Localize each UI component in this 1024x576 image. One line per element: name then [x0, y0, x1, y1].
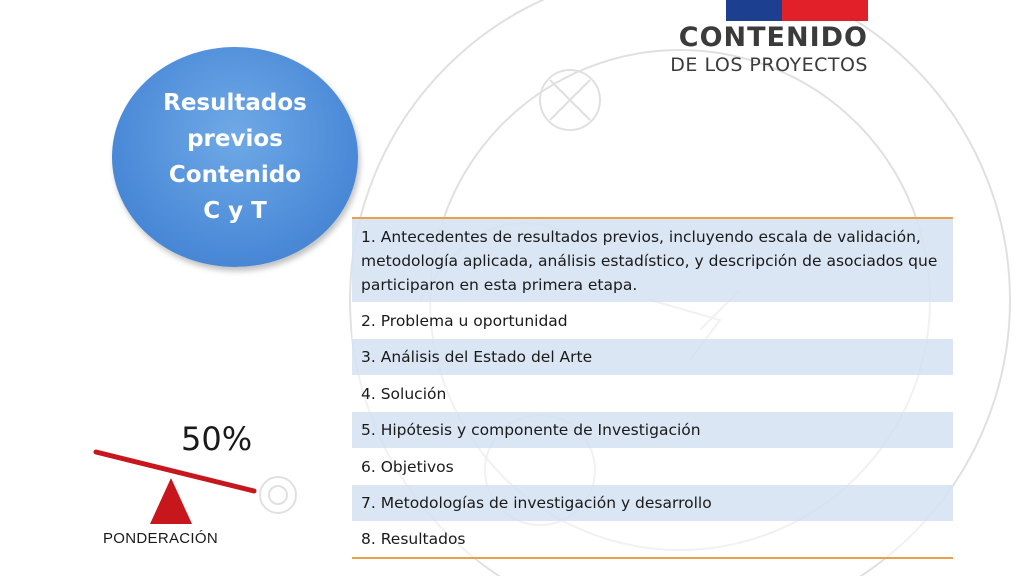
circle-line-2: previos — [187, 126, 283, 152]
weight-percent: 50% — [181, 420, 253, 458]
scale-fulcrum — [150, 478, 192, 524]
scale-beam — [96, 452, 254, 491]
table-row: 8. Resultados — [352, 521, 953, 557]
circle-line-4: C y T — [203, 198, 267, 224]
content-table — [352, 217, 953, 559]
balance-scale-icon — [90, 440, 270, 530]
table-row: 2. Problema u oportunidad — [352, 302, 953, 339]
weight-label: PONDERACIÓN — [103, 530, 218, 547]
circle-line-3: Contenido — [168, 162, 302, 188]
flag-red-bar — [782, 0, 868, 21]
circle-text — [163, 85, 307, 229]
header-subtitle: DE LOS PROYECTOS — [670, 54, 868, 76]
table-row: 5. Hipótesis y componente de Investigación — [352, 412, 953, 448]
table-row: 6. Objetivos — [352, 448, 953, 485]
table-row: 7. Metodologías de investigación y desarrollo — [352, 485, 953, 521]
circle-line-1: Resultados — [163, 90, 307, 116]
header-title: CONTENIDO — [678, 22, 868, 53]
section-circle — [112, 47, 358, 267]
flag-blue-bar — [726, 0, 782, 21]
table-row: 3. Análisis del Estado del Arte — [352, 339, 953, 375]
table-row: 4. Solución — [352, 375, 953, 412]
table-row: 1. Antecedentes de resultados previos, incluyendo escala de validación, metodología aplicada, análisis estadístico, y descripción de asociados que participaron en esta primera etapa. — [352, 219, 953, 302]
